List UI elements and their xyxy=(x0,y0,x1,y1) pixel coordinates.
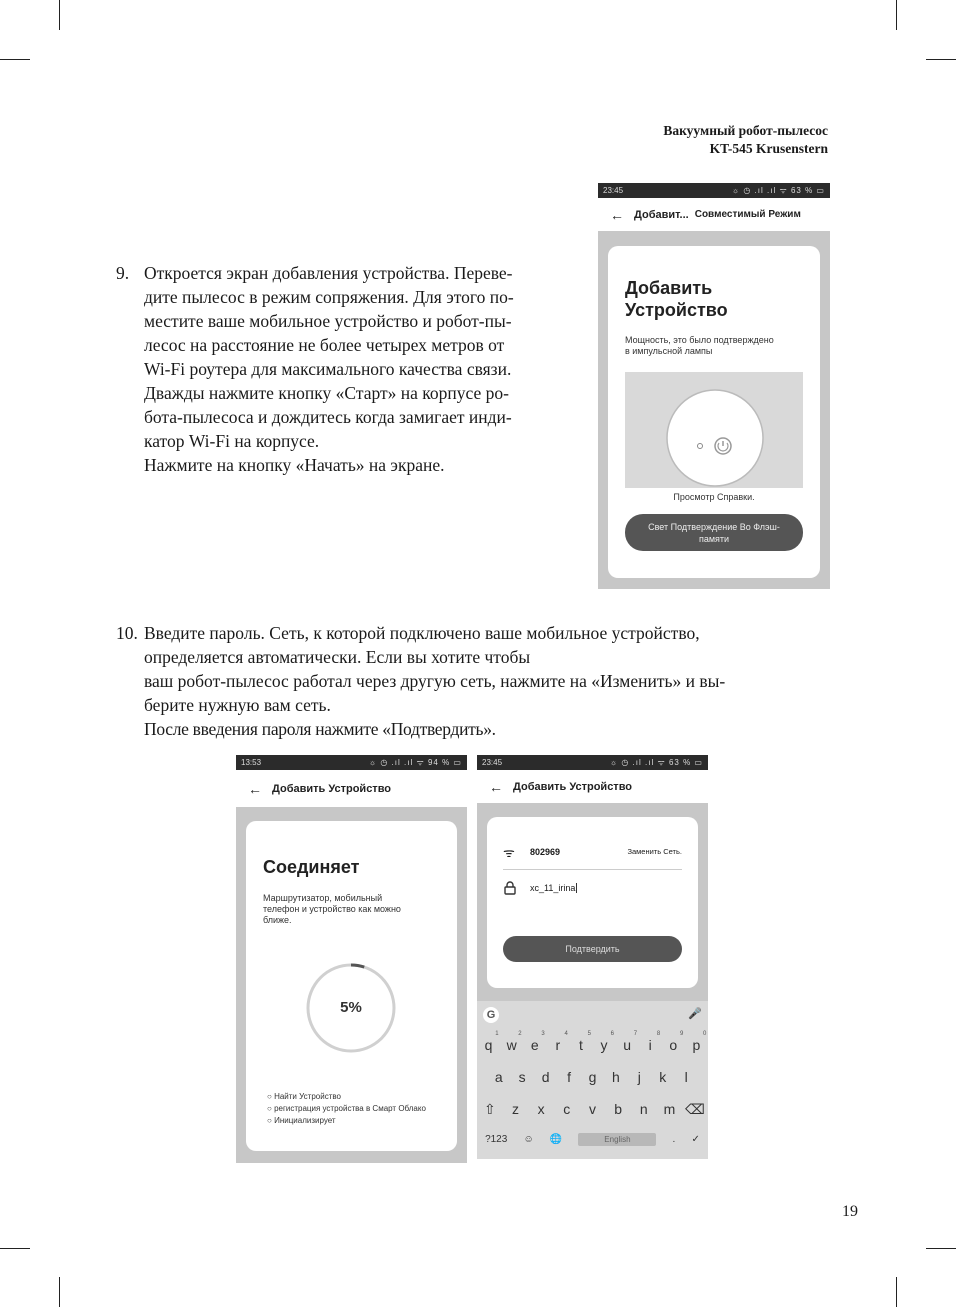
list-item: ○ Инициализирует xyxy=(267,1116,336,1125)
text-line: После введения пароля нажмите «Подтвердить». xyxy=(144,719,496,739)
emoji-icon[interactable]: ☺ xyxy=(523,1134,534,1145)
key-w[interactable]: w 2 xyxy=(506,1031,522,1053)
phone-screenshot-add-device xyxy=(598,183,830,589)
shift-icon[interactable]: ⇧ xyxy=(483,1101,496,1117)
step-text xyxy=(144,621,834,741)
header-line: KT-545 Krusenstern xyxy=(709,141,828,156)
page-number: 19 xyxy=(842,1203,858,1220)
text-line: определяется автоматически. Если вы хотите чтобы xyxy=(144,647,531,667)
app-bar-title: Добавить Устройство xyxy=(272,782,392,795)
google-icon[interactable]: G xyxy=(483,1007,499,1023)
desc-line: Маршрутизатор, мобильный xyxy=(263,893,383,903)
step-10 xyxy=(116,621,831,746)
key-f[interactable]: f xyxy=(567,1069,571,1085)
key-y[interactable]: y 6 xyxy=(600,1031,615,1053)
status-bar xyxy=(598,183,830,198)
text-line: лесос на расстояние не более четырех метров от xyxy=(144,335,505,355)
enter-icon[interactable]: ✓ xyxy=(691,1134,700,1145)
text-line: бота-пылесоса и дождитесь когда замигает инди- xyxy=(144,407,512,427)
step-number: 10. xyxy=(116,623,138,643)
heading-line: Устройство xyxy=(625,300,728,320)
key-s[interactable]: s xyxy=(518,1069,526,1085)
key-u[interactable]: u 7 xyxy=(623,1031,638,1053)
key-d[interactable]: d xyxy=(541,1069,550,1085)
network-row xyxy=(503,843,682,870)
text-line: катор Wi-Fi на корпусе. xyxy=(144,431,320,451)
key-c[interactable]: c xyxy=(563,1101,571,1117)
key-n[interactable]: n xyxy=(639,1101,648,1117)
running-header xyxy=(663,122,828,158)
key-v[interactable]: v xyxy=(588,1101,596,1117)
app-bar xyxy=(236,770,467,807)
key-b[interactable]: b xyxy=(614,1101,622,1117)
status-icons: ☼ ◷ .ıl .ıl ᯤ 63 % ▭ xyxy=(731,186,825,195)
back-arrow-icon[interactable]: ← xyxy=(610,206,624,223)
key-a[interactable]: a xyxy=(494,1069,503,1085)
app-bar-title: Добавит... xyxy=(634,208,689,221)
status-icons: ☼ ◷ .ıl .ıl ᯤ 94 % ▭ xyxy=(368,758,462,767)
key-k[interactable]: k xyxy=(659,1069,667,1085)
text-line: Введите пароль. Сеть, к которой подключено ваше мобильное устройство, xyxy=(144,623,700,643)
key-q[interactable]: q 1 xyxy=(484,1031,499,1053)
crop-mark xyxy=(896,1277,897,1307)
key-x[interactable]: x xyxy=(537,1101,545,1117)
key-l[interactable]: l xyxy=(684,1069,688,1085)
step-label: регистрация устройства в Смарт Облако xyxy=(274,1104,426,1113)
back-arrow-icon[interactable]: ← xyxy=(489,778,503,795)
crop-mark xyxy=(59,1277,60,1307)
progress-label: 5% xyxy=(340,999,362,1016)
password-row xyxy=(503,881,682,903)
confirm-flash-button[interactable] xyxy=(625,514,803,551)
crop-mark xyxy=(896,0,897,30)
robot-button-icon xyxy=(625,372,803,488)
symbols-key[interactable]: ?123 xyxy=(485,1134,508,1145)
status-time: 23:45 xyxy=(482,758,503,767)
period-key[interactable]: . xyxy=(672,1134,676,1145)
keyboard-row-4 xyxy=(477,1133,708,1146)
heading-line: Добавить xyxy=(625,278,713,298)
crop-mark xyxy=(0,1248,30,1249)
key-g[interactable]: g xyxy=(588,1069,597,1085)
step-label: Инициализирует xyxy=(274,1116,336,1125)
wifi-card xyxy=(487,817,698,988)
phone-screenshot-password xyxy=(477,755,708,1159)
key-p[interactable]: p 0 xyxy=(692,1031,707,1053)
text-line: Откроется экран добавления устройства. Переве- xyxy=(144,263,513,283)
keyboard-row-1 xyxy=(477,1031,708,1053)
change-network-link[interactable]: Заменить Сеть. xyxy=(627,847,682,856)
lock-icon xyxy=(503,881,517,895)
password-input[interactable]: xc_11_irina xyxy=(530,883,576,893)
steps-list xyxy=(267,1091,426,1127)
card-heading: Соединяет xyxy=(263,857,360,877)
key-j[interactable]: j xyxy=(637,1069,641,1085)
app-bar xyxy=(598,198,830,231)
header-line: Вакуумный робот-пылесос xyxy=(663,123,828,138)
confirm-button[interactable]: Подтвердить xyxy=(503,936,682,962)
text-line: ваш робот-пылесос работал через другую сеть, нажмите на «Изменить» и вы- xyxy=(144,671,726,691)
globe-icon[interactable]: 🌐 xyxy=(549,1134,563,1145)
help-link[interactable]: Просмотр Справки. xyxy=(673,492,755,502)
backspace-icon[interactable]: ⌫ xyxy=(685,1101,705,1117)
button-label: Свет Подтверждение Во Флэш- xyxy=(648,521,780,532)
progress-ring xyxy=(305,962,397,1054)
mic-icon[interactable]: 🎤 xyxy=(688,1008,702,1020)
desc-line: телефон и устройство как можно xyxy=(263,904,401,914)
desc-line: ближе. xyxy=(263,915,292,925)
status-time: 23:45 xyxy=(603,186,624,195)
keyboard-suggestion-bar xyxy=(477,1001,708,1029)
text-line: Нажмите на кнопку «Начать» на экране. xyxy=(144,455,445,475)
desc-line: Мощность, это было подтверждено xyxy=(625,335,774,345)
onscreen-keyboard xyxy=(477,1001,708,1159)
wifi-icon: ᯤ xyxy=(503,845,515,860)
key-e[interactable]: e 3 xyxy=(530,1031,545,1053)
card-description xyxy=(263,893,401,926)
text-line: дите пылесос в режим сопряжения. Для этого по- xyxy=(144,287,514,307)
key-i[interactable]: i 8 xyxy=(648,1031,661,1053)
card-description xyxy=(625,335,774,357)
key-h[interactable]: h xyxy=(612,1069,620,1085)
status-bar xyxy=(236,755,467,770)
keyboard-row-2 xyxy=(477,1069,708,1085)
app-bar xyxy=(477,770,708,803)
keyboard-row-3 xyxy=(477,1101,708,1118)
text-line: берите нужную вам сеть. xyxy=(144,695,331,715)
status-bar xyxy=(477,755,708,770)
crop-mark xyxy=(59,0,60,30)
crop-mark xyxy=(0,59,30,60)
step-label: Найти Устройство xyxy=(274,1092,341,1101)
key-o[interactable]: o 9 xyxy=(669,1031,684,1053)
add-device-card xyxy=(608,246,820,578)
robot-illustration xyxy=(625,372,803,488)
step-text xyxy=(144,261,514,477)
status-time: 13:53 xyxy=(241,758,262,767)
step-9 xyxy=(116,261,586,481)
crop-mark xyxy=(926,1248,956,1249)
desc-line: в импульсной лампы xyxy=(625,346,713,356)
connecting-card xyxy=(246,821,457,1151)
status-icons: ☼ ◷ .ıl .ıl ᯤ 63 % ▭ xyxy=(609,758,703,767)
list-item: ○ регистрация устройства в Смарт Облако xyxy=(267,1104,426,1113)
crop-mark xyxy=(926,59,956,60)
app-bar-title: Добавить Устройство xyxy=(513,780,633,793)
step-number: 9. xyxy=(116,263,130,283)
text-line: местите ваше мобильное устройство и робот-пы- xyxy=(144,311,512,331)
key-t[interactable]: t 5 xyxy=(578,1031,591,1053)
key-z[interactable]: z xyxy=(511,1101,519,1117)
compatible-mode-link[interactable]: Совместимый Режим xyxy=(694,209,801,220)
key-r[interactable]: r 4 xyxy=(555,1031,568,1053)
card-heading xyxy=(625,277,728,321)
space-key[interactable]: English xyxy=(578,1133,656,1146)
button-label: памяти xyxy=(698,533,730,544)
key-m[interactable]: m xyxy=(663,1101,676,1117)
text-line: Wi-Fi роутера для максимального качества связи. xyxy=(144,359,512,379)
list-item: ○ Найти Устройство xyxy=(267,1092,341,1101)
phone-screenshot-connecting xyxy=(236,755,467,1163)
text-line: Дважды нажмите кнопку «Старт» на корпусе ро- xyxy=(144,383,509,403)
back-arrow-icon[interactable]: ← xyxy=(248,780,262,797)
ssid-value: 802969 xyxy=(530,847,561,857)
